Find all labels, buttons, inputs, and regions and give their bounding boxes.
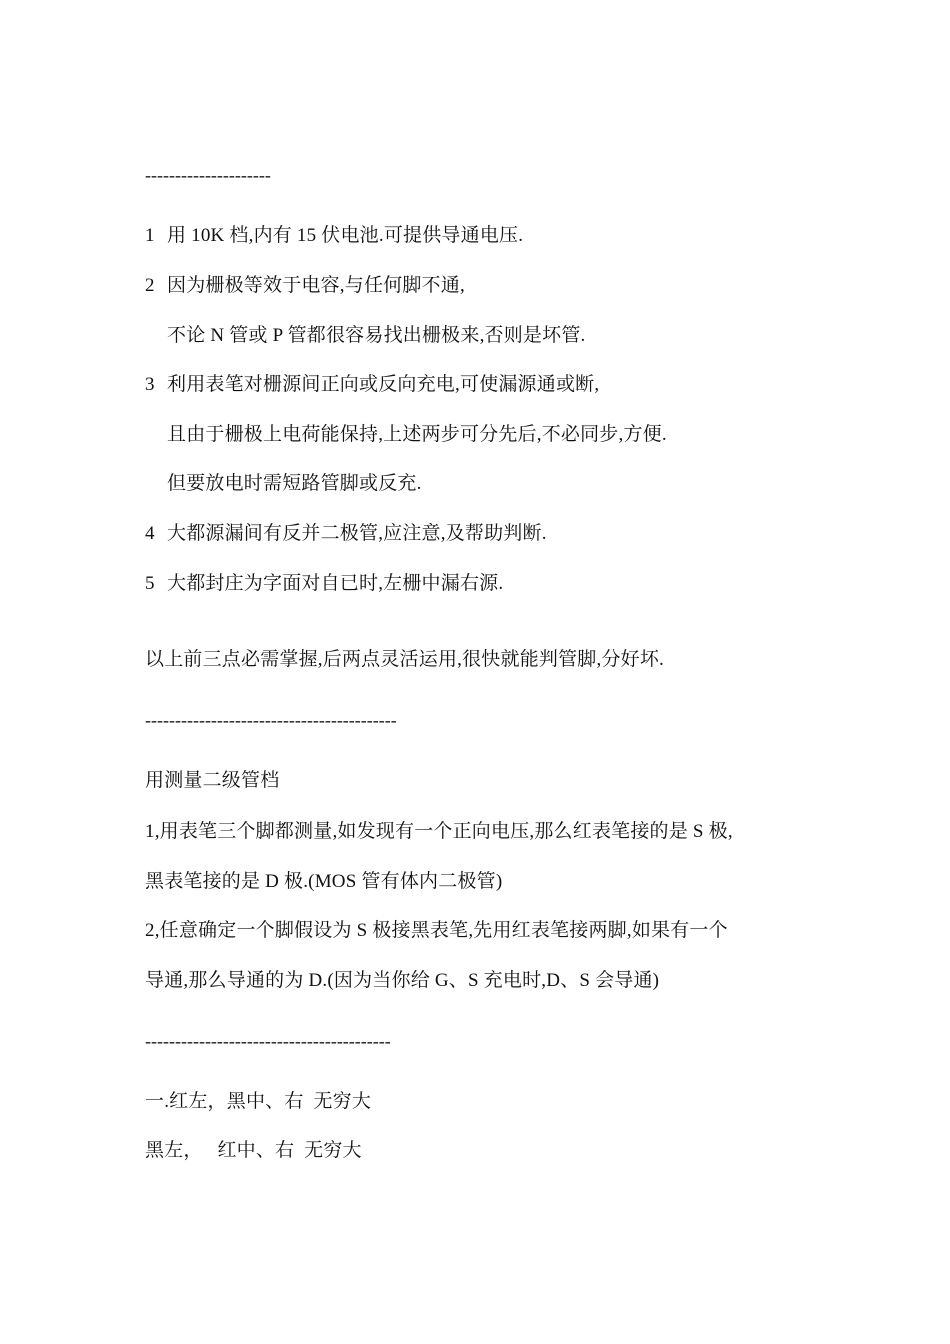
list-number: 5 — [145, 573, 155, 594]
list-item — [145, 572, 503, 596]
paragraph-line: 1,用表笔三个脚都测量,如发现有一个正向电压,那么红表笔接的是 S 极, — [145, 821, 733, 842]
list-text: 大都封庄为字面对自已时,左栅中漏右源. — [167, 573, 504, 594]
section-title: 用测量二级管档 — [145, 770, 280, 791]
result-line: 一.红左，黑中、右 无穷大 — [145, 1091, 372, 1112]
list-number: 1 — [145, 225, 155, 246]
paragraph-line: 2,任意确定一个脚假设为 S 极接黑表笔,先用红表笔接两脚,如果有一个 — [145, 920, 728, 941]
list-item — [145, 274, 465, 298]
list-continuation: 且由于栅极上电荷能保持,上述两步可分先后,不必同步,方便. — [167, 424, 667, 445]
separator-line: ----------------------------------------- — [145, 1031, 391, 1051]
paragraph-line: 导通,那么导通的为 D.(因为当你给 G、S 充电时,D、S 会导通) — [145, 970, 660, 991]
list-number: 4 — [145, 523, 155, 544]
result-line: 黑左， 红中、右 无穷大 — [145, 1140, 362, 1161]
list-number: 2 — [145, 275, 155, 296]
list-continuation: 不论 N 管或 P 管都很容易找出栅极来,否则是坏管. — [167, 325, 586, 346]
list-text: 因为栅极等效于电容,与任何脚不通, — [167, 275, 465, 296]
list-text: 利用表笔对栅源间正向或反向充电,可使漏源通或断, — [167, 374, 600, 395]
list-text: 大都源漏间有反并二极管,应注意,及帮助判断. — [167, 523, 547, 544]
list-number: 3 — [145, 374, 155, 395]
list-item — [145, 373, 599, 397]
list-item — [145, 224, 523, 248]
list-continuation: 但要放电时需短路管脚或反充. — [167, 473, 422, 494]
list-item — [145, 522, 547, 546]
separator-line: --------------------- — [145, 165, 271, 185]
separator-line: ------------------------------------------ — [145, 710, 397, 730]
list-text: 用 10K 档,内有 15 伏电池.可提供导通电压. — [167, 225, 524, 246]
paragraph-line: 黑表笔接的是 D 极.(MOS 管有体内二极管) — [145, 871, 503, 892]
summary-paragraph: 以上前三点必需掌握,后两点灵活运用,很快就能判管脚,分好坏. — [145, 649, 665, 670]
